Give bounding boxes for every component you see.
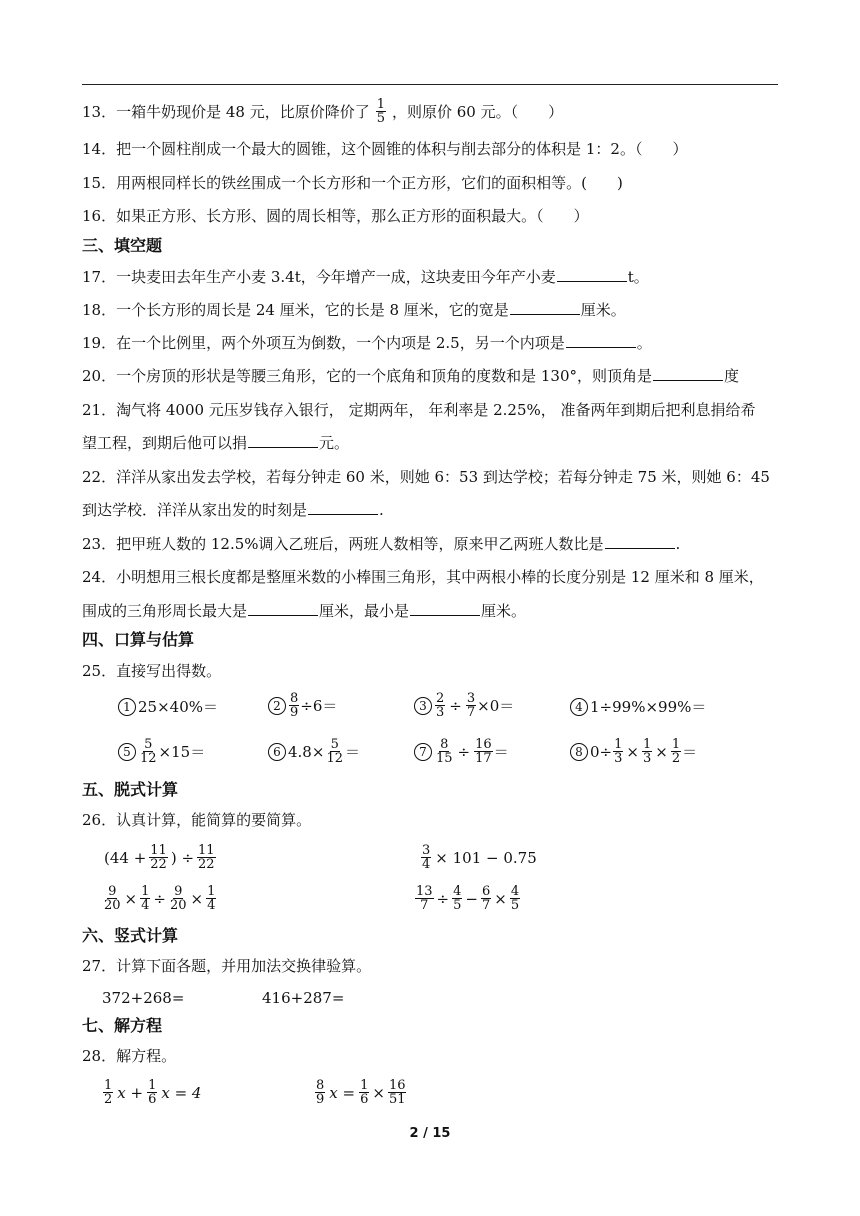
answer-blank[interactable] (510, 300, 580, 315)
question-27: 27．计算下面各题，并用加法交换律验算。 (82, 957, 372, 975)
answer-blank[interactable] (410, 601, 480, 616)
oral-item-3: 3 $\frac{2}{3}$ ÷ $\frac{3}{7}$ ×0＝ (414, 692, 514, 719)
section-title-fill-blank: 三、填空题 (82, 236, 163, 255)
question-18: 18．一个长方形的周长是 24 厘米，它的长是 8 厘米，它的宽是 厘米。 (82, 301, 626, 319)
answer-blank[interactable] (653, 366, 723, 381)
question-14: 14．把一个圆柱削成一个最大的圆锥，这个圆锥的体积与削去部分的体积是 1：2。（ ） (82, 140, 688, 158)
section-title-oral: 四、口算与估算 (82, 630, 195, 649)
calc-expr-2: $\frac{3}{4}$ × 101 − 0.75 (422, 843, 537, 872)
vertical-item-1: 372+268= (102, 989, 185, 1007)
question-22-line-2: 到达学校．洋洋从家出发的时刻是 . (82, 501, 384, 519)
question-28: 28．解方程。 (82, 1047, 177, 1065)
answer-blank[interactable] (248, 433, 318, 448)
question-20: 20．一个房顶的形状是等腰三角形，它的一个底角和顶角的度数和是 130°，则顶角是 度 (82, 367, 740, 385)
question-15: 15．用两根同样长的铁丝围成一个长方形和一个正方形，它们的面积相等。( ) (82, 174, 623, 192)
question-16: 16．如果正方形、长方形、圆的周长相等，那么正方形的面积最大。（ ） (82, 207, 589, 225)
question-21-line-1: 21．淘气将 4000 元压岁钱存入银行， 定期两年， 年利率是 2.25%， 准备两年到期后把利息捐给希 (82, 401, 756, 419)
question-24-line-2: 围成的三角形周长最大是 厘米，最小是 厘米。 (82, 602, 527, 620)
oral-item-7: 7 $\frac{8}{15}$ ÷ $\frac{16}{17}$ ＝ (414, 738, 509, 765)
question-26: 26．认真计算，能简算的要简算。 (82, 811, 312, 829)
oral-item-5: 5 $\frac{5}{12}$ ×15＝ (118, 738, 205, 765)
oral-item-8: 8 0÷ $\frac{1}{3}$ × $\frac{1}{3}$ × $\frac{1}{2}$ ＝ (570, 738, 697, 765)
calc-expr-3: $\frac{9}{20}$ × $\frac{1}{4}$ ÷ $\frac{9}{20}$ × $\frac{1}{4}$ (104, 884, 216, 913)
answer-blank[interactable] (605, 534, 675, 549)
answer-blank[interactable] (248, 601, 318, 616)
vertical-item-2: 416+287= (262, 989, 345, 1007)
question-21-line-2: 望工程，到期后他可以捐 元。 (82, 434, 350, 452)
oral-item-4: 4 1÷99%×99%＝ (570, 696, 706, 717)
fraction: $\frac{1}{5}$ (376, 97, 385, 126)
page-number: 2 / 15 (409, 1126, 451, 1141)
header-rule (82, 84, 778, 85)
answer-blank[interactable] (308, 500, 378, 515)
equation-2: $\frac{8}{9}$ x = $\frac{1}{6}$ × $\frac{16}{51}$ (316, 1078, 406, 1107)
answer-blank[interactable] (566, 333, 636, 348)
question-19: 19．在一个比例里，两个外项互为倒数，一个内项是 2.5，另一个内项是 。 (82, 334, 652, 352)
question-13: 13．一箱牛奶现价是 48 元，比原价降价了 $\frac{1}{5}$ ，则原价 60 元。（ ） (82, 97, 564, 126)
question-17: 17．一块麦田去年生产小麦 3.4t，今年增产一成，这块麦田今年产小麦 t。 (82, 268, 649, 286)
equation-1: $\frac{1}{2}$ x + $\frac{1}{6}$ x = 4 (104, 1078, 202, 1107)
oral-item-1: 1 25×40%＝ (118, 696, 218, 717)
oral-item-6: 6 4.8× $\frac{5}{12}$ ＝ (268, 738, 360, 765)
oral-item-2: 2 $\frac{8}{9}$ ÷6＝ (268, 692, 337, 719)
question-25: 25．直接写出得数。 (82, 662, 222, 680)
section-title-step-calc: 五、脱式计算 (82, 780, 179, 799)
calc-expr-4: $\frac{13}{7}$ ÷ $\frac{4}{5}$ − $\frac{6}{7}$ × $\frac{4}{5}$ (416, 884, 520, 913)
section-title-equations: 七、解方程 (82, 1016, 163, 1035)
answer-blank[interactable] (557, 267, 627, 282)
section-title-vertical: 六、竖式计算 (82, 926, 179, 945)
question-23: 23．把甲班人数的 12.5%调入乙班后，两班人数相等，原来甲乙两班人数比是 . (82, 535, 681, 553)
question-24-line-1: 24．小明想用三根长度都是整厘米数的小棒围三角形，其中两根小棒的长度分别是 12 厘米和 8 厘米， (82, 568, 764, 586)
calc-expr-1: (44 + $\frac{11}{22}$ ) ÷ $\frac{11}{22}$ (104, 843, 215, 872)
question-22-line-1: 22．洋洋从家出发去学校，若每分钟走 60 米，则她 6：53 到达学校；若每分钟走 75 米，则她 6：45 (82, 468, 770, 486)
